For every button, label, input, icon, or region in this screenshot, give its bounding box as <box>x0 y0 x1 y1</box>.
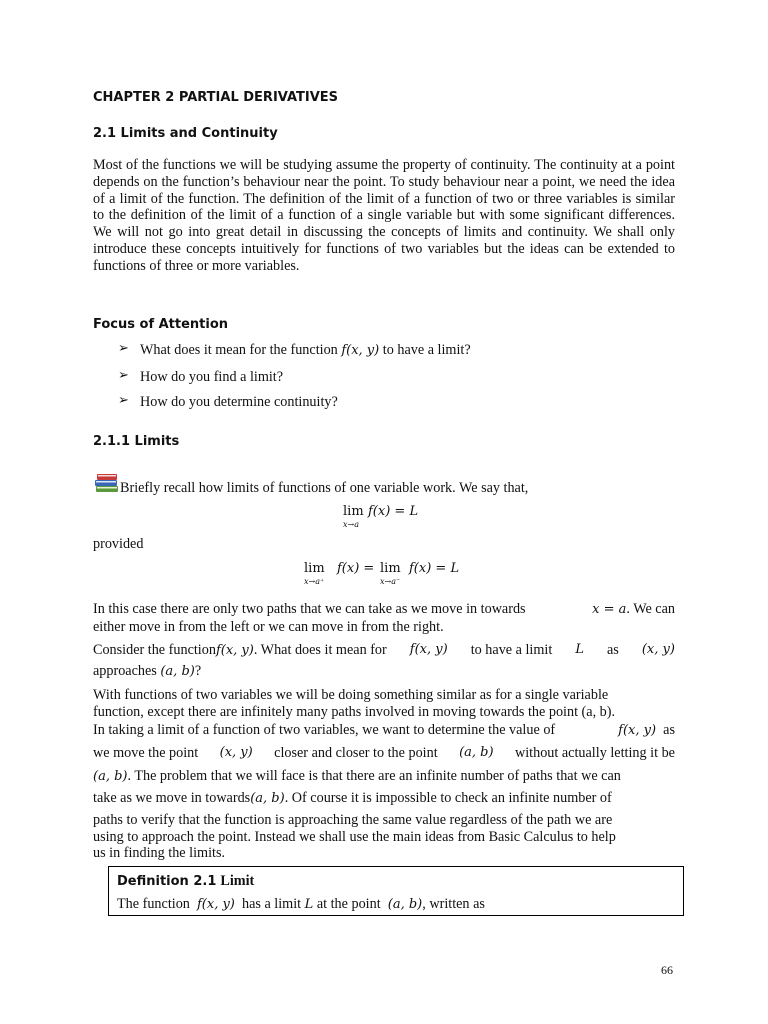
bullet-arrow-icon: ➢ <box>118 368 129 383</box>
subsection-title: 2.1.1 Limits <box>93 434 180 449</box>
definition-box <box>108 866 684 916</box>
consider-paragraph: Consider the functionf(x, y). What does it mean for f(x, y) to have a limit L as (x, y) approaches (a, b)? <box>93 642 675 679</box>
two-variable-paragraph: With functions of two variables we will be doing something similar as for a single variable function, except there are infinitely many paths involved in moving towards the point (a, b). In taking a limit of a function of two variables, we want to determine the value of f(x, y) as we move the point (x, y) closer and closer to the point (a, b) without actually letting it be (a, b). The problem that we will face is that there are an infinite number of paths that we can take as we move in towards(a, b). Of course it is impossible to check an infinite number of paths to verify that the function is approaching the same value regardless of the path we are using to approach the point. Instead we shall use the main ideas from Basic Calculus to help us in finding the limits. <box>93 687 675 862</box>
document-page: CHAPTER 2 PARTIAL DERIVATIVES 2.1 Limits and Continuity Most of the functions we will be studying assume the property of continuity. The continuity at a point depends on the function’s behaviour near the point. To study behaviour near a point, we need the idea of a limit of the function. The definition of the limit of a function of two or three variables is similar to the definition of the limit of a function of a single variable but with some significant differences. We will not go into great detail in discussing the concepts of limits and continuity. We shall only introduce these concepts intuitively for functions of two variables but the ideas can be extended to functions of three or more variables. Focus of Attention ➢ What does it mean for the function f(x, y) to have a limit? ➢ How do you find a limit? ➢ How do you determine continuity? 2.1.1 Limits Briefly recall how limits of functions of one variable work. We say that, lim x→a f(x) = L provided lim x→a⁺ f(x) = lim x→a⁻ f(x) = L In this case there are only two paths that we can take as we move in towards x = a. We can either move in from the left or we can move in from the right. Consider the functionf(x, y). What does it mean for f(x, y) to have a limit L as (x, y) approaches (a, b)? With functions of two variables we will be doing something similar as for a single variable function, except there are infinitely many paths involved in moving towards the point (a, b). In taking a limit of a function of two variables, we want to determine the value of f(x, y) as we move the point (x, y) closer and closer to the point (a, b) without actually letting it be (a, b). The problem that we will face is that there are an infinite number of paths that we can take as we move in towards(a, b). Of course it is impossible to check an infinite number of paths to verify that the function is approaching the same value regardless of the path we are using to approach the point. Instead we shall use the main ideas from Basic Calculus to help us in finding the limits. Definition 2.1 Limit The function f(x, y) has a limit L at the point (a, b), written as 66 <box>0 0 768 1024</box>
recall-text: Briefly recall how limits of functions of one variable work. We say that, <box>120 480 529 496</box>
focus-heading: Focus of Attention <box>93 317 229 332</box>
bullet-arrow-icon: ➢ <box>118 341 129 356</box>
paths-paragraph: In this case there are only two paths that we can take as we move in towards x = a. We can either move in from the left or we can move in from the right. <box>93 601 675 635</box>
books-icon <box>94 472 120 494</box>
page-number: 66 <box>661 963 673 977</box>
intro-paragraph: Most of the functions we will be studying assume the property of continuity. The continuity at a point depends on the function’s behaviour near the point. To study behaviour near a point, we need the idea of a limit of the function. The definition of the limit of a function of two or three variables is similar to the definition of the limit of a function of a single variable but with some significant differences. We will not go into great detail in discussing the concepts of limits and continuity. We shall only introduce these concepts intuitively for functions of two variables but the ideas can be extended to functions of three or more variables. <box>93 157 675 274</box>
definition-title: Definition 2.1 Limit <box>117 873 255 889</box>
focus-item: How do you find a limit? <box>140 369 284 385</box>
definition-text: The function f(x, y) has a limit L at the point (a, b), written as <box>117 896 485 912</box>
provided-text: provided <box>93 536 144 552</box>
chapter-title: CHAPTER 2 PARTIAL DERIVATIVES <box>93 90 339 105</box>
focus-item: How do you determine continuity? <box>140 394 338 410</box>
focus-item: What does it mean for the function f(x, y) to have a limit? <box>140 342 471 358</box>
section-title: 2.1 Limits and Continuity <box>93 126 278 141</box>
bullet-arrow-icon: ➢ <box>118 393 129 408</box>
